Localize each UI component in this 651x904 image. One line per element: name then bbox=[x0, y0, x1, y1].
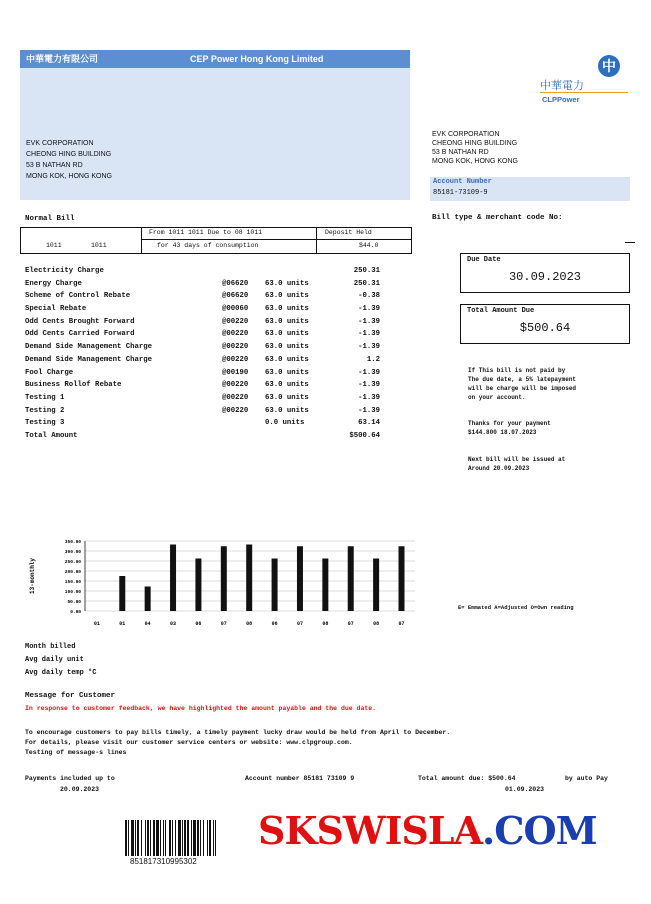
charge-name: Testing 1 bbox=[25, 393, 65, 402]
customer-address-right bbox=[432, 130, 518, 166]
x-tick-label: 06 bbox=[271, 621, 278, 627]
summary-avg-temp: Avg daily temp °C bbox=[25, 669, 97, 677]
x-tick-label: 06 bbox=[195, 621, 202, 627]
due-date-value: 30.09.2023 bbox=[508, 270, 581, 284]
y-tick-label: 150.00 bbox=[64, 580, 81, 585]
charge-row bbox=[25, 430, 410, 443]
charge-units: 63.0 units bbox=[265, 381, 309, 390]
x-tick-label: 07 bbox=[220, 621, 227, 627]
charge-rate: @00060 bbox=[222, 305, 249, 314]
charge-row bbox=[25, 290, 410, 303]
x-tick-label: 07 bbox=[398, 621, 405, 627]
charge-row bbox=[25, 417, 410, 430]
total-due-value: $500.64 bbox=[519, 321, 571, 335]
charge-rate: @06620 bbox=[222, 292, 249, 301]
watermark: SKSWISLA.COM bbox=[258, 808, 597, 853]
charge-units: 63.0 units bbox=[265, 368, 309, 377]
charge-name: Demand Side Management Charge bbox=[25, 355, 152, 364]
clp-logo bbox=[540, 55, 630, 110]
x-tick-label: 01 bbox=[93, 621, 100, 627]
chart-bar bbox=[348, 546, 354, 611]
address-line: MONG KOK, HONG KONG bbox=[432, 158, 518, 165]
charge-rate: @00220 bbox=[222, 381, 249, 390]
charge-amount: -1.39 bbox=[358, 305, 380, 314]
account-number-value: 85181-73109-9 bbox=[433, 189, 488, 197]
charge-name: Energy Charge bbox=[25, 279, 82, 288]
deposit-label: Deposit Held bbox=[325, 229, 372, 236]
y-tick-label: 100.00 bbox=[64, 590, 81, 595]
message-red: In response to customer feedback, we have highlighted the amount payable and the due date. bbox=[25, 705, 377, 712]
charge-amount: -1.39 bbox=[358, 330, 380, 339]
chart-bar bbox=[195, 559, 201, 612]
next-bill-note: Next bill will be issued at Around 20.09.2023 bbox=[468, 456, 566, 472]
chart-bar bbox=[272, 559, 278, 612]
charge-amount: $500.64 bbox=[349, 431, 380, 440]
address-line: EVK CORPORATION bbox=[26, 140, 94, 147]
charge-row bbox=[25, 316, 410, 329]
chart-bar bbox=[246, 545, 252, 612]
charge-units: 63.0 units bbox=[265, 292, 309, 301]
charge-rate: @00220 bbox=[222, 393, 249, 402]
company-name-en: CEP Power Hong Kong Limited bbox=[190, 54, 324, 64]
charge-name: Scheme of Control Rebate bbox=[25, 292, 131, 301]
summary-avg-unit: Avg daily unit bbox=[25, 656, 84, 664]
period-days: for 43 days of consumption bbox=[157, 242, 259, 249]
y-tick-label: 350.00 bbox=[64, 540, 81, 545]
account-number-label: Account Number bbox=[433, 178, 492, 186]
charge-row bbox=[25, 278, 410, 291]
address-line: 53 B NATHAN RD bbox=[26, 162, 83, 169]
address-line: 53 B NATHAN RD bbox=[432, 149, 489, 156]
period-header: From 1011 1011 Due to 08 1011 bbox=[149, 229, 263, 236]
charge-units: 63.0 units bbox=[265, 393, 309, 402]
charge-units: 0.0 units bbox=[265, 419, 305, 428]
merchant-code-label: Bill type & merchant code No: bbox=[432, 214, 563, 222]
y-tick-label: 300.00 bbox=[64, 550, 81, 555]
charge-amount: 250.31 bbox=[353, 279, 380, 288]
consumption-chart bbox=[20, 535, 430, 635]
charge-row bbox=[25, 341, 410, 354]
payments-included-label: Payments included up to bbox=[25, 775, 115, 782]
charge-rate: @00220 bbox=[222, 317, 249, 326]
customer-address-left bbox=[26, 138, 112, 182]
late-payment-note: If This bill is not paid by The due date, a 5% latepayment will be charge will be imposed on your account. bbox=[468, 367, 577, 401]
charge-name: Odd Cents Brought Forward bbox=[25, 317, 135, 326]
charge-rate: @00220 bbox=[222, 355, 249, 364]
x-tick-label: 08 bbox=[373, 621, 380, 627]
charge-name: Total Amount bbox=[25, 431, 78, 440]
y-axis-label: 13-monthly bbox=[29, 557, 36, 595]
total-due-box bbox=[460, 304, 630, 344]
charge-rate: @00220 bbox=[222, 343, 249, 352]
bill-period-table bbox=[20, 227, 412, 254]
message-heading: Message for Customer bbox=[25, 692, 116, 700]
charge-row bbox=[25, 354, 410, 367]
charge-row bbox=[25, 405, 410, 418]
charge-amount: 250.31 bbox=[353, 267, 380, 275]
x-tick-label: 01 bbox=[119, 621, 126, 627]
thanks-note: Thanks for your payment $144.800 18.07.2023 bbox=[468, 420, 551, 436]
header-title-bar bbox=[20, 50, 410, 68]
barcode bbox=[125, 820, 255, 856]
bill-type: Normal Bill bbox=[25, 215, 75, 223]
due-date-label: Due Date bbox=[467, 256, 501, 264]
charge-units: 63.0 units bbox=[265, 343, 309, 352]
charge-units: 63.0 units bbox=[265, 279, 309, 288]
period-col-1: 1011 bbox=[46, 242, 62, 249]
logo-icon: 中 bbox=[598, 55, 620, 77]
chart-bar bbox=[373, 559, 379, 612]
y-tick-label: 50.00 bbox=[67, 600, 81, 605]
charge-amount: -1.39 bbox=[358, 393, 380, 402]
charge-rate: @00220 bbox=[222, 406, 249, 415]
x-tick-label: 03 bbox=[170, 621, 177, 627]
charge-units: 63.0 units bbox=[265, 317, 309, 326]
charge-row bbox=[25, 367, 410, 380]
address-line: CHEONG HING BUILDING bbox=[432, 140, 518, 147]
charge-amount: 1.2 bbox=[366, 355, 380, 364]
charge-units: 63.0 units bbox=[265, 406, 309, 415]
footer-account-number: Account number 85181 73109 9 bbox=[245, 775, 355, 782]
footer-auto-pay: by auto Pay bbox=[565, 775, 608, 782]
y-tick-label: 200.00 bbox=[64, 570, 81, 575]
charge-rate: @00190 bbox=[222, 368, 249, 377]
message-body: To encourage customers to pay bills timely, a timely payment lucky draw would be held from April to December. For details, please visit our customer service centers or website: www.clpgroup.com. Testing of message-s lines bbox=[25, 729, 451, 756]
x-tick-label: 07 bbox=[296, 621, 303, 627]
charge-rate: @00220 bbox=[222, 330, 249, 339]
chart-legend: E= Emmated A=Adjusted O=Own reading bbox=[458, 604, 574, 611]
charge-units: 63.0 units bbox=[265, 330, 309, 339]
charge-name: Fool Charge bbox=[25, 368, 74, 377]
x-tick-label: 08 bbox=[322, 621, 329, 627]
charge-row bbox=[25, 392, 410, 405]
y-tick-label: 0.00 bbox=[70, 610, 81, 615]
logo-text-en: CLPPower bbox=[542, 95, 580, 104]
charge-name: Testing 3 bbox=[25, 419, 65, 428]
charge-amount: -1.39 bbox=[358, 317, 380, 326]
charge-name: Odd Cents Carried Forward bbox=[25, 330, 135, 339]
charge-name: Demand Side Management Charge bbox=[25, 343, 152, 352]
charge-rate: @06620 bbox=[222, 279, 249, 288]
chart-bar bbox=[119, 576, 125, 611]
period-col-2: 1011 bbox=[91, 242, 107, 249]
charge-name: Electricity Charge bbox=[25, 267, 104, 275]
logo-text-cn: 中華電力 bbox=[540, 79, 584, 92]
charge-amount: 63.14 bbox=[358, 419, 380, 428]
chart-bar bbox=[399, 546, 405, 611]
charge-amount: -1.39 bbox=[358, 381, 380, 390]
x-tick-label: 07 bbox=[347, 621, 354, 627]
charges-list bbox=[25, 265, 410, 443]
chart-bar bbox=[322, 559, 328, 612]
charge-amount: -0.38 bbox=[358, 292, 380, 301]
charge-name: Business Rollof Rebate bbox=[25, 381, 122, 390]
chart-bar bbox=[145, 587, 151, 612]
charge-amount: -1.39 bbox=[358, 343, 380, 352]
company-name-cn: 中華電力有限公司 bbox=[26, 54, 99, 64]
charge-name: Testing 2 bbox=[25, 406, 65, 415]
summary-month-billed: Month billed bbox=[25, 643, 76, 651]
address-line: EVK CORPORATION bbox=[432, 131, 500, 138]
charge-units: 63.0 units bbox=[265, 355, 309, 364]
barcode-number: 851817310995302 bbox=[130, 857, 197, 866]
footer-total-due: Total amount due: $500.64 bbox=[418, 775, 516, 782]
charge-amount: -1.39 bbox=[358, 406, 380, 415]
payments-included-date: 20.09.2023 bbox=[60, 786, 100, 793]
chart-bar bbox=[170, 545, 176, 612]
charge-amount: -1.39 bbox=[358, 368, 380, 377]
usage-summary bbox=[25, 641, 96, 680]
footer-auto-pay-date: 01.09.2023 bbox=[505, 786, 545, 793]
charge-units: 63.0 units bbox=[265, 305, 309, 314]
address-line: MONG KOK, HONG KONG bbox=[26, 173, 112, 180]
deposit-value: $44.0 bbox=[359, 242, 379, 249]
address-line: CHEONG HING BUILDING bbox=[26, 151, 112, 158]
charge-row bbox=[25, 379, 410, 392]
total-due-label: Total Amount Due bbox=[467, 307, 535, 315]
y-tick-label: 250.00 bbox=[64, 560, 81, 565]
chart-bar bbox=[297, 546, 303, 611]
chart-bar bbox=[221, 546, 227, 611]
charge-row bbox=[25, 303, 410, 316]
charge-name: Special Rebate bbox=[25, 305, 87, 314]
charge-row bbox=[25, 328, 410, 341]
x-tick-label: 04 bbox=[144, 621, 151, 627]
charge-row bbox=[25, 265, 410, 278]
x-tick-label: 08 bbox=[246, 621, 253, 627]
due-date-box bbox=[460, 253, 630, 293]
